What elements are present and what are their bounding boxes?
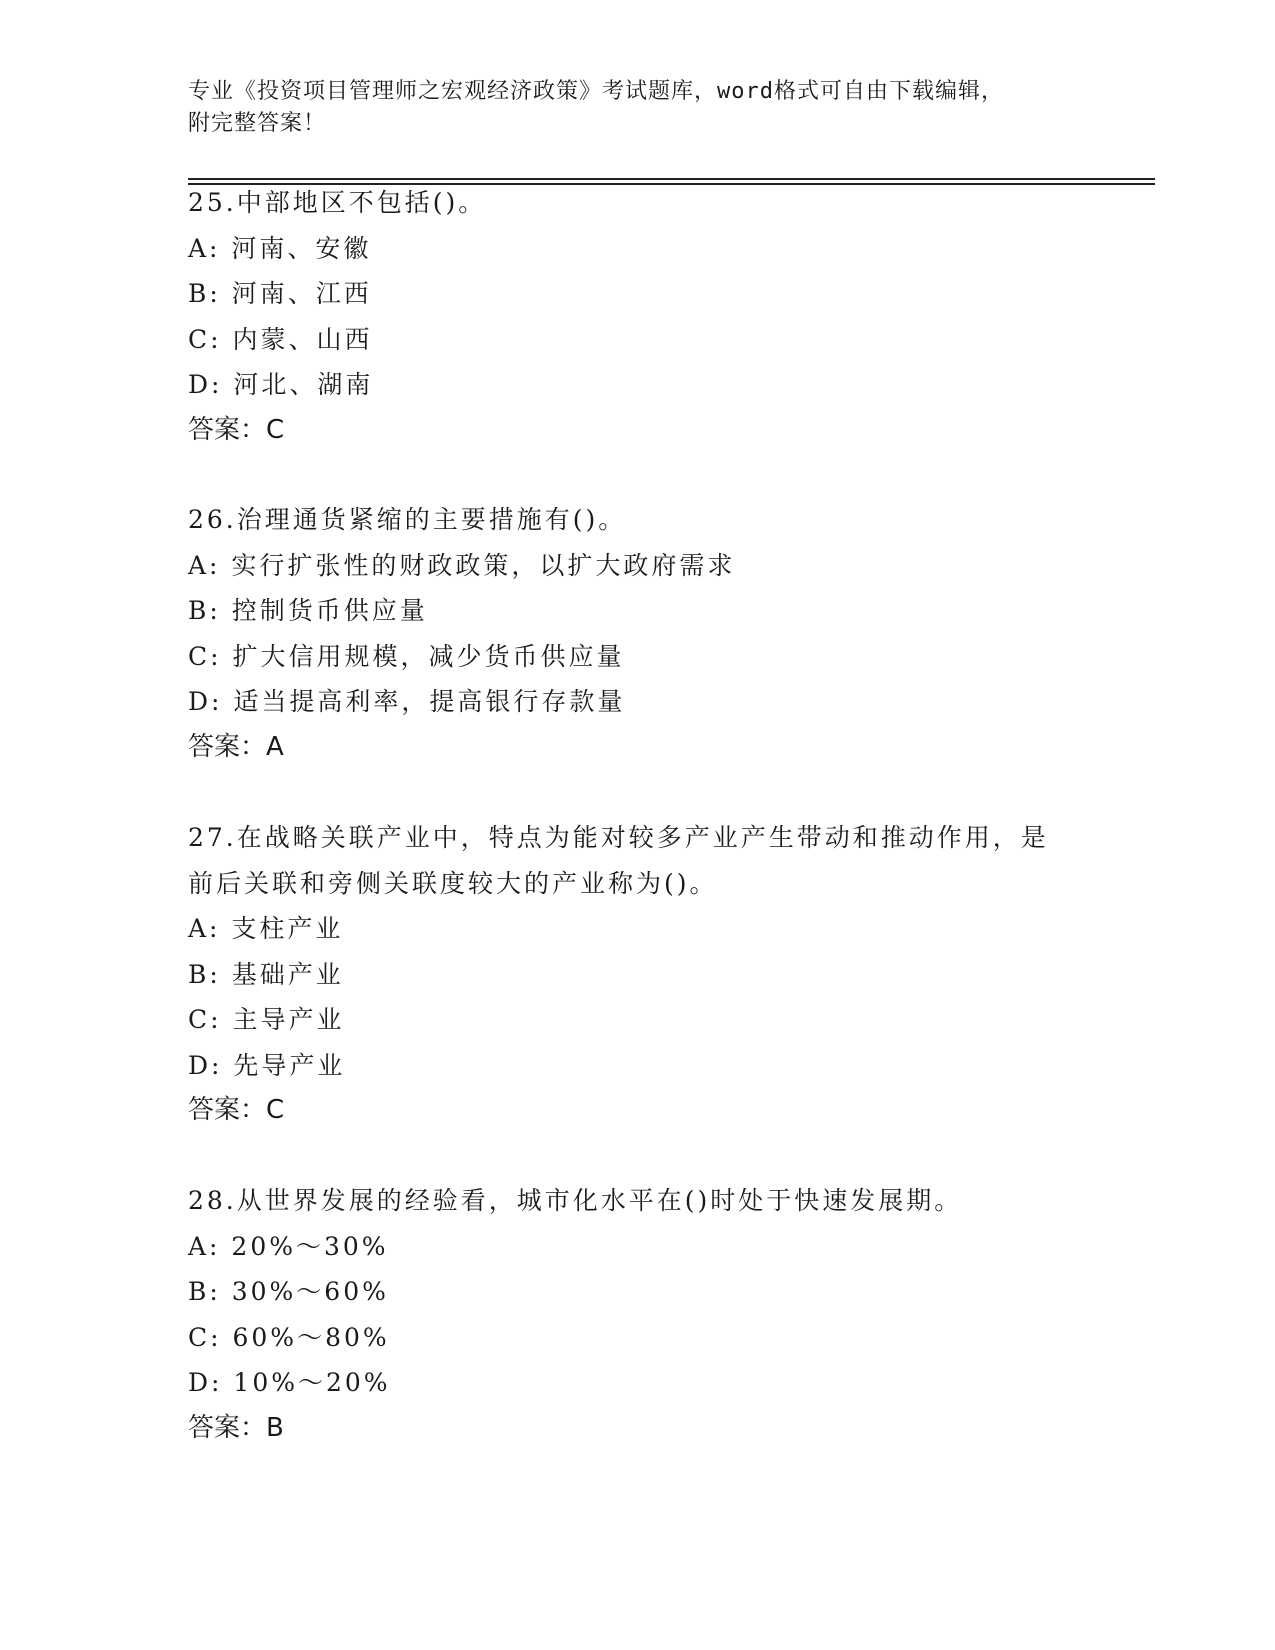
question-stem: 28.从世界发展的经验看，城市化水平在()时处于快速发展期。 — [188, 1186, 963, 1215]
option-c: C: 内蒙、山西 — [188, 324, 373, 354]
question-block — [188, 815, 1088, 1134]
option-c: C: 主导产业 — [188, 1005, 345, 1034]
document-header — [188, 76, 1088, 140]
option-a: A: 实行扩张性的财政政策，以扩大政府需求 — [188, 550, 736, 580]
question-block — [188, 180, 1088, 453]
answer-label: 答案：B — [188, 1412, 284, 1443]
option-d: D: 适当提高利率，提高银行存款量 — [188, 687, 626, 716]
option-c: C: 60%～80% — [188, 1322, 390, 1352]
option-b: B: 河南、江西 — [188, 279, 372, 308]
option-a: A: 支柱产业 — [188, 914, 344, 943]
option-b: B: 基础产业 — [188, 959, 344, 989]
question-stem: 25.中部地区不包括()。 — [188, 188, 487, 217]
question-block — [188, 1178, 1088, 1451]
option-d: D: 10%～20% — [188, 1368, 391, 1397]
answer-label: 答案：A — [188, 731, 284, 762]
question-stem-continued: 前后关联和旁侧关联度较大的产业称为()。 — [188, 868, 718, 898]
option-a: A: 河南、安徽 — [188, 233, 372, 263]
option-b: B: 30%～60% — [188, 1277, 389, 1306]
answer-label: 答案：C — [188, 1095, 285, 1125]
question-stem: 27.在战略关联产业中，特点为能对较多产业产生带动和推动作用，是 — [188, 823, 1049, 852]
answer-label: 答案：C — [188, 414, 285, 445]
question-block — [188, 497, 1088, 770]
header-line: 专业《投资项目管理师之宏观经济政策》考试题库，word格式可自由下载编辑， — [188, 79, 1004, 104]
option-a: A: 20%～30% — [188, 1231, 389, 1261]
option-d: D: 先导产业 — [188, 1050, 346, 1080]
option-c: C: 扩大信用规模，减少货币供应量 — [188, 641, 625, 671]
question-stem: 26.治理通货紧缩的主要措施有()。 — [188, 505, 627, 534]
option-b: B: 控制货币供应量 — [188, 596, 428, 625]
option-d: D: 河北、湖南 — [188, 370, 374, 399]
header-line: 附完整答案！ — [188, 111, 327, 136]
